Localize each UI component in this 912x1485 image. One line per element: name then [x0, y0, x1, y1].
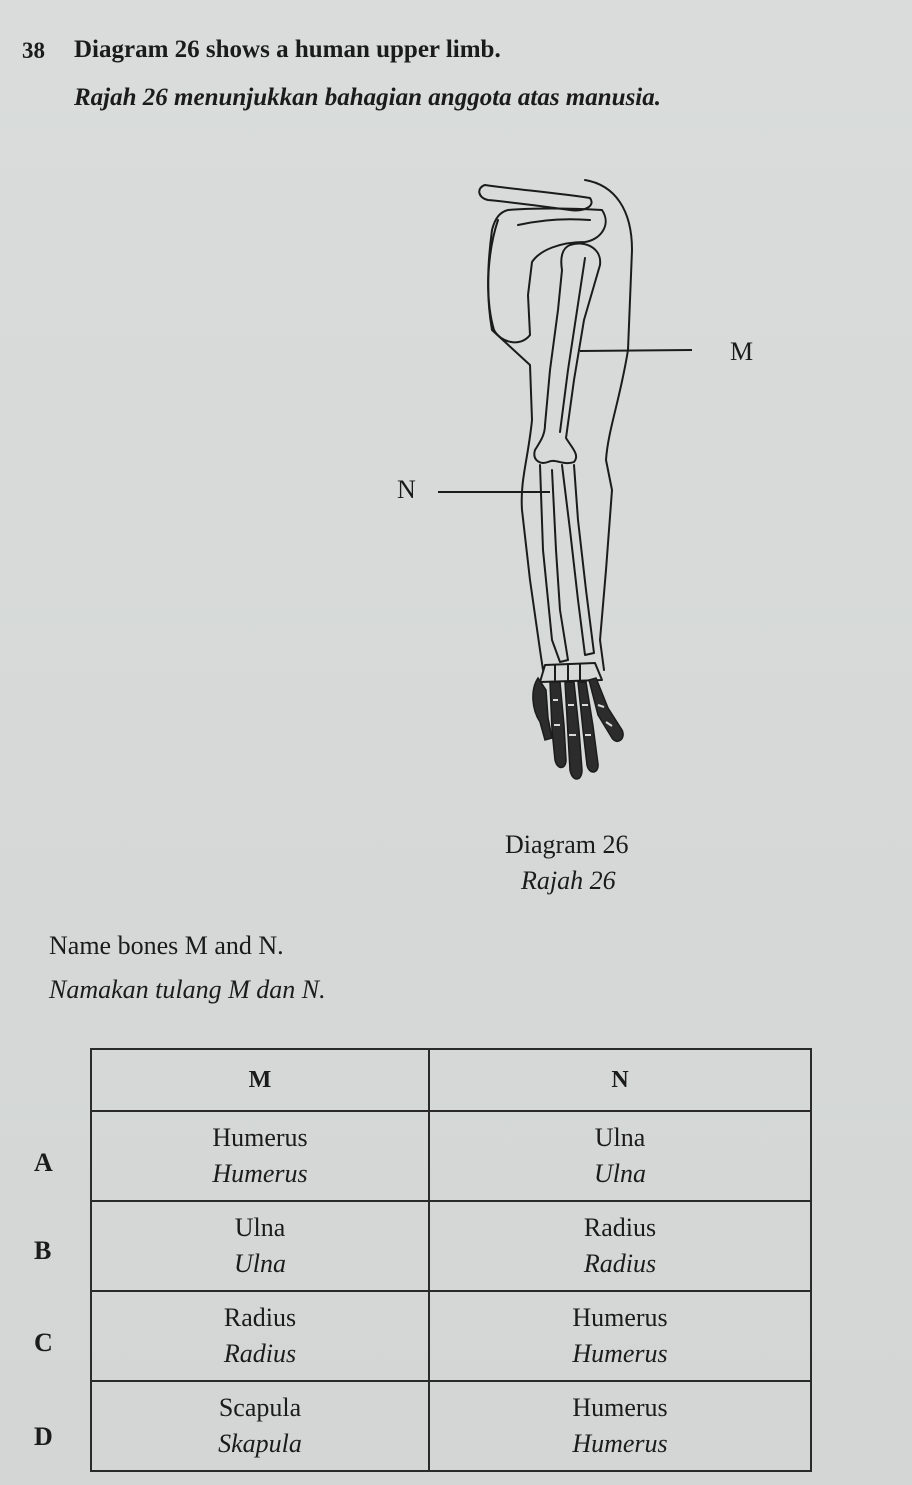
option-a-n-english: Ulna	[594, 1123, 646, 1152]
thumb	[533, 678, 552, 740]
option-c-n-malay: Humerus	[572, 1339, 668, 1368]
leader-line-m	[580, 350, 692, 351]
ulna	[540, 465, 568, 662]
option-c-m-cell	[91, 1291, 429, 1381]
clavicle	[479, 185, 591, 210]
option-a-n-malay: Ulna	[594, 1159, 646, 1188]
option-d-n-malay: Humerus	[572, 1429, 668, 1458]
scapula	[488, 209, 606, 343]
option-d-m-malay: Skapula	[218, 1429, 302, 1458]
option-d-m-english: Scapula	[218, 1393, 302, 1422]
option-b-m-english: Ulna	[234, 1213, 286, 1242]
diagram-caption-english: Diagram 26	[505, 830, 629, 859]
upper-limb-diagram	[380, 170, 800, 790]
radius	[562, 465, 594, 655]
option-b-n-english: Radius	[583, 1213, 657, 1242]
option-row-b[interactable]	[91, 1201, 811, 1291]
option-row-a[interactable]	[91, 1111, 811, 1201]
answer-options-table	[90, 1048, 812, 1472]
column-header-n: N	[429, 1049, 811, 1111]
option-b-n-malay: Radius	[583, 1249, 657, 1278]
bone-label-n: N	[397, 475, 416, 504]
option-c-n-english: Humerus	[572, 1303, 668, 1332]
question-number: 38	[22, 38, 45, 63]
instruction-malay: Namakan tulang M dan N.	[49, 975, 326, 1004]
option-a-m-cell	[91, 1111, 429, 1201]
option-a-n-cell	[429, 1111, 811, 1201]
option-b-n-cell	[429, 1201, 811, 1291]
option-letter-c[interactable]: C	[34, 1328, 53, 1357]
option-row-c[interactable]	[91, 1291, 811, 1381]
option-row-d[interactable]	[91, 1381, 811, 1471]
question-stem-english: Diagram 26 shows a human upper limb.	[74, 36, 501, 63]
table-header-row	[91, 1049, 811, 1111]
instruction-english: Name bones M and N.	[49, 931, 284, 960]
question-stem-malay: Rajah 26 menunjukkan bahagian anggota atas manusia.	[74, 84, 661, 111]
bone-label-m: M	[730, 337, 754, 366]
option-a-m-english: Humerus	[212, 1123, 308, 1152]
option-d-n-english: Humerus	[572, 1393, 668, 1422]
option-d-m-cell	[91, 1381, 429, 1471]
option-letter-a[interactable]: A	[34, 1148, 53, 1177]
option-b-m-malay: Ulna	[234, 1249, 286, 1278]
humerus	[534, 244, 600, 464]
option-d-n-cell	[429, 1381, 811, 1471]
option-letter-d[interactable]: D	[34, 1422, 53, 1451]
option-letter-b[interactable]: B	[34, 1236, 52, 1265]
option-c-m-english: Radius	[223, 1303, 297, 1332]
option-b-m-cell	[91, 1201, 429, 1291]
option-c-m-malay: Radius	[223, 1339, 297, 1368]
option-c-n-cell	[429, 1291, 811, 1381]
column-header-m: M	[91, 1049, 429, 1111]
option-a-m-malay: Humerus	[212, 1159, 308, 1188]
diagram-caption-malay: Rajah 26	[521, 866, 616, 895]
